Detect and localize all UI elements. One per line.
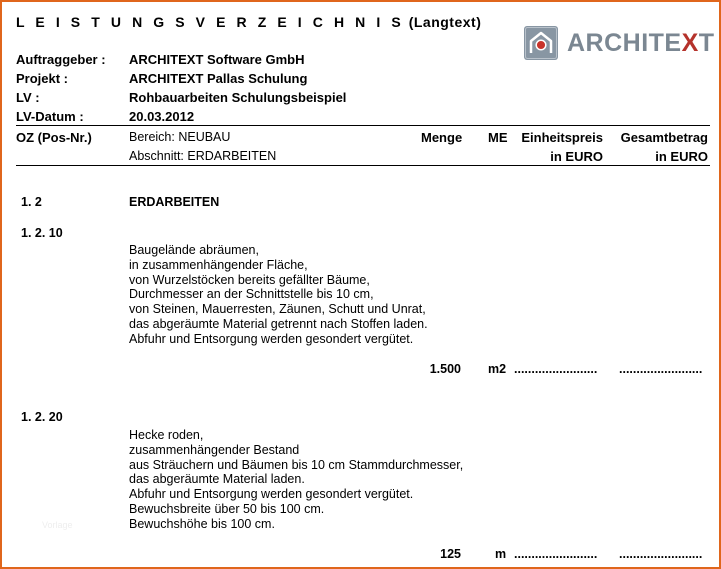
- description-line: das abgeräumte Material getrennt nach Stoffen laden.: [129, 316, 428, 331]
- position-unit: m2: [488, 362, 507, 376]
- description-line: Hecke roden,: [129, 428, 204, 442]
- description-line: Bewuchshöhe bis 100 cm.: [129, 516, 275, 531]
- description-line: aus Sträuchern und Bäumen bis 10 cm Stammdurchmesser,: [129, 457, 464, 472]
- description-line: von Wurzelstöcken bereits gefällter Bäume,: [129, 272, 370, 287]
- meta-value-lv-datum: 20.03.2012: [129, 109, 195, 124]
- description-line: in zusammenhängender Fläche,: [129, 257, 308, 272]
- column-header-einheitspreis: Einheitspreis: [521, 130, 603, 145]
- house-logo-icon: [524, 26, 558, 60]
- column-header-gesamtbetrag: Gesamtbetrag: [620, 130, 708, 145]
- position-code: 1. 2. 10: [21, 226, 63, 240]
- title-suffix: (Langtext): [408, 14, 482, 30]
- description-line: das abgeräumte Material laden.: [129, 472, 305, 487]
- section-code: 1. 2: [21, 195, 42, 209]
- position-code: 1. 2. 20: [21, 410, 63, 424]
- position-total: ........................: [619, 362, 703, 376]
- architext-logo: [524, 26, 714, 62]
- position-description: [129, 428, 463, 532]
- column-header-oz: OZ (Pos-Nr.): [16, 130, 92, 145]
- column-header-gesamtbetrag-unit: in EURO: [655, 149, 708, 164]
- position-unit: m: [495, 547, 507, 561]
- meta-label-lv-datum: LV-Datum :: [16, 109, 84, 124]
- title-spaced: L E I S T U N G S V E R Z E I C H N I S: [16, 14, 405, 30]
- meta-value-lv: Rohbauarbeiten Schulungsbeispiel: [129, 90, 347, 105]
- position-total: ........................: [619, 547, 703, 561]
- description-line: Baugelände abräumen,: [129, 243, 259, 257]
- meta-label-auftraggeber: Auftraggeber :: [16, 52, 106, 67]
- column-header-me: ME: [488, 130, 508, 145]
- position-description: [129, 243, 428, 347]
- meta-value-auftraggeber: ARCHITEXT Software GmbH: [129, 52, 305, 67]
- section-title: ERDARBEITEN: [129, 195, 220, 209]
- position-unit-price: ........................: [514, 362, 598, 376]
- position-unit-price: ........................: [514, 547, 598, 561]
- column-header-bereich: Bereich: NEUBAU: [129, 130, 231, 144]
- header-top-rule: [16, 125, 710, 126]
- column-header-menge: Menge: [421, 130, 463, 145]
- meta-label-lv: LV :: [16, 90, 40, 105]
- description-line: zusammenhängender Bestand: [129, 442, 300, 457]
- description-line: Abfuhr und Entsorgung werden gesondert vergütet.: [129, 331, 414, 346]
- description-line: Abfuhr und Entsorgung werden gesondert vergütet.: [129, 487, 414, 502]
- column-header-einheitspreis-unit: in EURO: [550, 149, 603, 164]
- position-quantity: 125: [440, 547, 461, 561]
- watermark: Vorlage: [42, 520, 73, 530]
- description-line: von Steinen, Mauerresten, Zäunen, Schutt und Unrat,: [129, 302, 426, 317]
- description-line: Durchmesser an der Schnittstelle bis 10 cm,: [129, 287, 374, 302]
- logo-wordmark: ARCHITEXT: [567, 29, 715, 57]
- meta-label-projekt: Projekt :: [16, 71, 69, 86]
- header-bottom-rule: [16, 165, 710, 166]
- meta-value-projekt: ARCHITEXT Pallas Schulung: [129, 71, 308, 86]
- column-header-abschnitt: Abschnitt: ERDARBEITEN: [129, 149, 277, 163]
- description-line: Bewuchsbreite über 50 bis 100 cm.: [129, 501, 325, 516]
- document-title: [16, 14, 481, 30]
- position-quantity: 1.500: [429, 362, 461, 376]
